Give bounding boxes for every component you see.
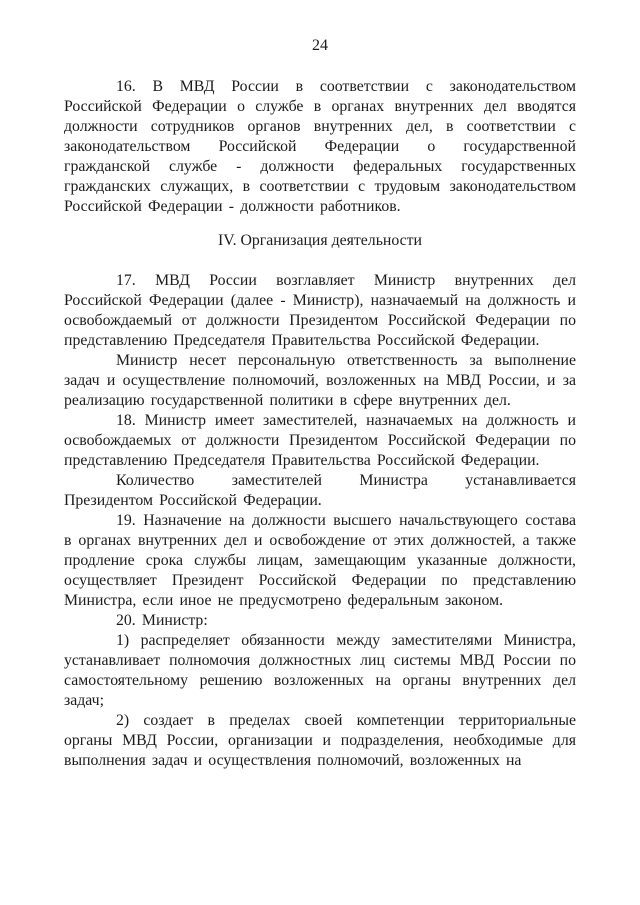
paragraph-20: 20. Министр: — [116, 612, 208, 629]
paragraph-17-responsibility: Министр несет персональную ответственность за выполнение задач и осуществление полномочий, возложенных на МВД России, и за реализацию государственной политики в сфере внутренних дел. — [64, 352, 576, 409]
page-number: 24 — [312, 37, 328, 54]
paragraph-19: 19. Назначение на должности высшего начальствующего состава в органах внутренних дел и освобождение от этих должностей, а также продление срока службы лицам, замещающим указанные должности, осуществляет Президент Российской Федерации по представлению Министра, если иное не предусмотрено федеральным законом. — [64, 512, 576, 609]
paragraph-16: 16. В МВД России в соответствии с законодательством Российской Федерации о службе в органах внутренних дел вводятся должности сотрудников органов внутренних дел, в соответствии с законодательством Российской Федерации о государственной гражданской службе - должности федеральных государственных гражданских служащих, в соответствии с трудовым законодательством Российской Федерации - должности работников. — [64, 78, 576, 215]
paragraph-17: 17. МВД России возглавляет Министр внутренних дел Российской Федерации (далее - Министр), назначаемый на должность и освобождаемый от должности Президентом Российской Федерации по представлению Председателя Правительства Российской Федерации. — [64, 272, 576, 349]
paragraph-18-deputies-count: Количество заместителей Министра устанавливается Президентом Российской Федерации. — [64, 472, 576, 509]
paragraph-18: 18. Министр имеет заместителей, назначаемых на должность и освобождаемых от должности Президентом Российской Федерации по представлению Председателя Правительства Российской Федерации. — [64, 412, 576, 469]
paragraph-20-subitem-1: 1) распределяет обязанности между заместителями Министра, устанавливает полномочия должностных лиц системы МВД России по самостоятельному решению возложенных на органы внутренних дел задач; — [64, 632, 576, 709]
paragraph-20-subitem-2: 2) создает в пределах своей компетенции территориальные органы МВД России, организации и подразделения, необходимые для выполнения задач и осуществления полномочий, возложенных на — [64, 712, 576, 769]
section-heading: IV. Организация деятельности — [217, 232, 423, 249]
